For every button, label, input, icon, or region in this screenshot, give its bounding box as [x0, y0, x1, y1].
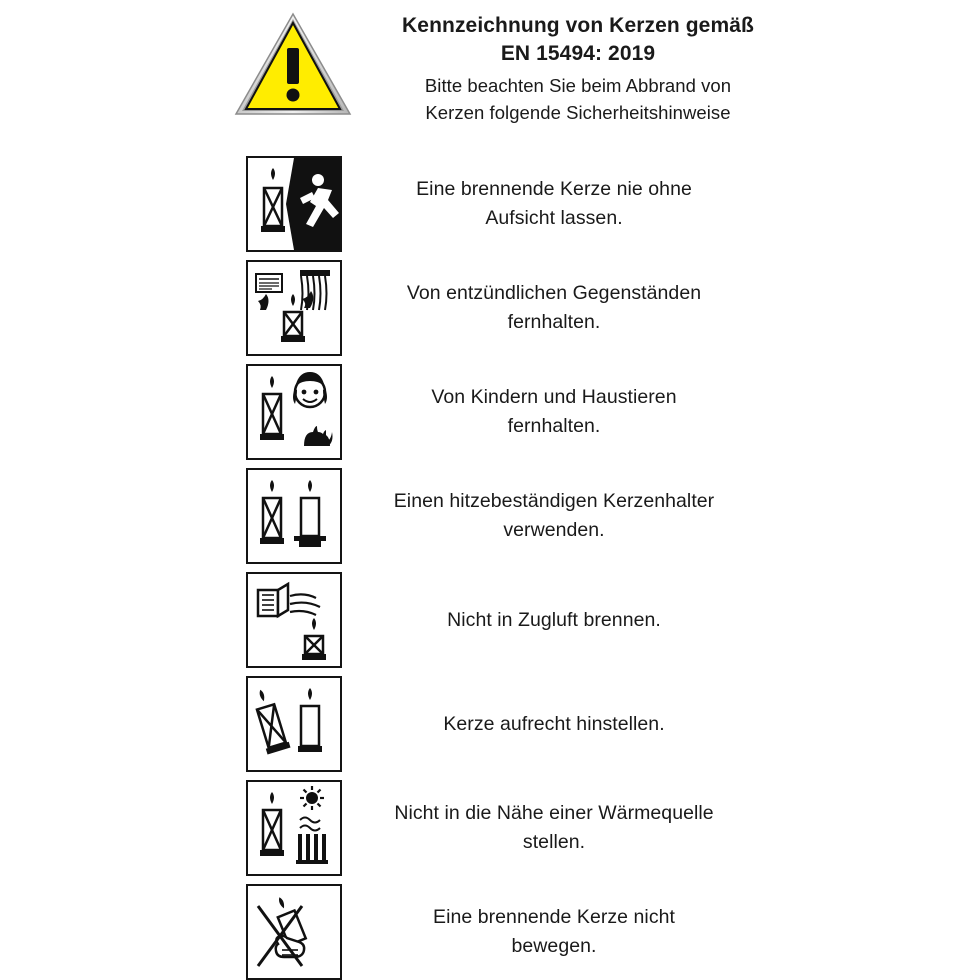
list-item-text [342, 175, 970, 233]
list-item-text [342, 606, 970, 635]
page-subtitle-line2: Kerzen folgende Sicherheitshinweise [425, 101, 731, 123]
list-item-text-line1: Eine brennende Kerze nicht [433, 906, 675, 929]
list-item-text-line1: Nicht in Zugluft brennen. [447, 608, 661, 631]
list-item-text-line1: Von Kindern und Haustieren [431, 386, 677, 409]
safety-instruction-list [0, 156, 970, 980]
candle-upright-icon [246, 676, 342, 772]
list-item-text-line1: Nicht in die Nähe einer Wärmequelle [394, 802, 714, 825]
candle-heatproof-holder-icon [246, 468, 342, 564]
page-subtitle [368, 73, 788, 126]
list-item-text-line2: stellen. [522, 830, 586, 853]
list-item-text-line2: fernhalten. [507, 414, 601, 437]
list-item-text [342, 903, 970, 961]
warning-triangle-exclamation-icon [232, 10, 354, 120]
candle-children-pets-icon [246, 364, 342, 460]
list-item [0, 468, 970, 564]
list-item-text-line1: Kerze aufrecht hinstellen. [443, 712, 665, 735]
page-title-line1: Kennzeichnung von Kerzen gemäß [402, 14, 754, 37]
list-item-text-line1: Eine brennende Kerze nie ohne [416, 178, 692, 201]
list-item-text [342, 710, 970, 739]
list-item-text [342, 487, 970, 545]
list-item [0, 156, 970, 252]
list-item [0, 780, 970, 876]
candle-heat-source-icon [246, 780, 342, 876]
header-text-block [368, 8, 788, 126]
page-title-line2: EN 15494: 2019 [500, 41, 656, 65]
list-item-text-line2: Aufsicht lassen. [485, 206, 623, 229]
list-item [0, 884, 970, 980]
list-item-text [342, 279, 970, 337]
page-subtitle-line1: Bitte beachten Sie beim Abbrand von [424, 75, 732, 97]
list-item-text-line2: bewegen. [511, 934, 597, 957]
list-item-text-line2: verwenden. [503, 518, 605, 541]
list-item-text-line1: Von entzündlichen Gegenständen [406, 282, 702, 305]
candle-unattended-icon [246, 156, 342, 252]
list-item [0, 260, 970, 356]
list-item-text [342, 383, 970, 441]
candle-flammable-objects-icon [246, 260, 342, 356]
list-item-text-line2: fernhalten. [507, 310, 601, 333]
candle-draught-icon [246, 572, 342, 668]
list-item-text [342, 799, 970, 857]
list-item [0, 364, 970, 460]
list-item-text-line1: Einen hitzebeständigen Kerzenhalter [393, 490, 715, 513]
header [0, 0, 970, 126]
list-item [0, 572, 970, 668]
page-title [368, 12, 788, 67]
candle-do-not-move-icon [246, 884, 342, 980]
list-item [0, 676, 970, 772]
